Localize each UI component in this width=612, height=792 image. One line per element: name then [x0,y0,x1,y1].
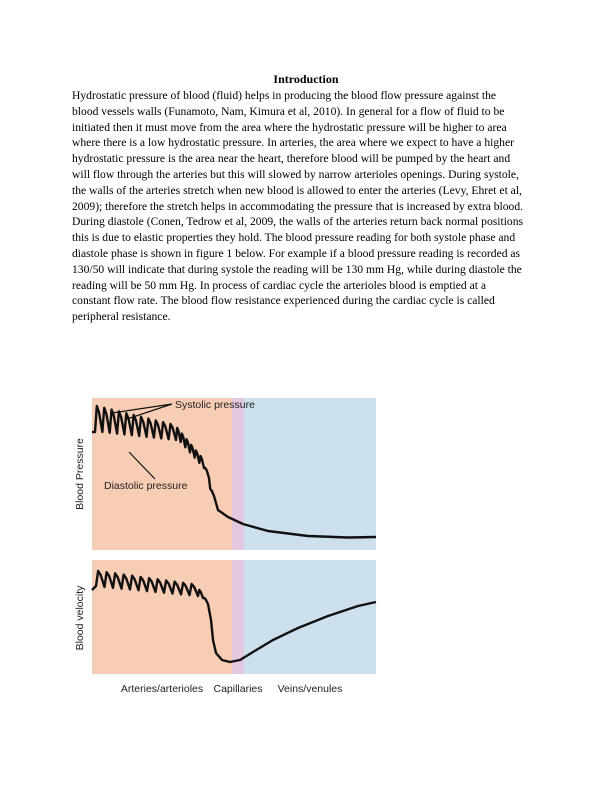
paragraph-line: where there is a low hydrostatic pressure. In arteries, the area where we expect to have a higher [72,136,514,150]
paragraph-line: initiated then it must move from the area where the hydrostatic pressure will be higher to area [72,120,507,134]
paragraph-line: During diastole (Conen, Tedrow et al, 2009, the walls of the arteries return back normal positions [72,215,524,229]
paragraph-line: 2009); therefore the stretch helps in accommodating the pressure that is increased by extra blood. [72,199,524,213]
section-heading: Introduction [273,72,339,86]
paragraph-line: Hydrostatic pressure of blood (fluid) helps in producing the blood flow pressure against the [72,89,497,102]
blood-pressure-velocity-figure [68,390,388,700]
paragraph-line: the walls of the arteries stretch when new blood is allowed to enter the arteries (Levy, Ehret et al, [72,183,522,197]
blood-pressure-axis-label: Blood Pressure [74,438,86,510]
paragraph-line: diastole phase is shown in figure 1 below. For example if a blood pressure reading is recorded as [72,246,521,260]
paragraph-line: hydrostatic pressure is the area near the heart, therefore blood will be pumped by the heart and [72,152,511,166]
paragraph-line: this is due to elastic properties they hold. The blood pressure reading for both systole phase and [72,231,516,245]
paragraph-line: will flow through the arteries but this will slowed by narrow arterioles openings. During systole, [72,167,519,181]
bottom-capillaries-region [232,560,244,674]
paragraph-line: constant flow rate. The blood flow resistance experienced during the cardiac cycle is called [72,294,495,308]
top-arteries-region [92,398,232,550]
bottom-veins-region [244,560,376,674]
paragraph-line: 130/50 will indicate that during systole the reading will be 130 mm Hg, while during diastole the [72,262,522,276]
top-veins-region [244,398,376,550]
systolic-pressure-label: Systolic pressure [175,399,255,411]
veins-venules-label: Veins/venules [277,683,343,695]
diastolic-pressure-label: Diastolic pressure [104,480,188,492]
intro-paragraph [72,88,543,325]
paragraph-line: peripheral resistance. [72,310,171,324]
paragraph-line: blood vessels walls (Funamoto, Nam, Kimura et al, 2010). In general for a flow of fluid to be [72,104,505,118]
top-capillaries-region [232,398,244,550]
paragraph-line: reading will be 50 mm Hg. In process of cardiac cycle the arterioles blood is emptied at a [72,278,487,292]
figure-svg [68,390,388,700]
blood-velocity-axis-label: Blood velocity [74,585,86,651]
capillaries-label: Capillaries [213,683,263,695]
arteries-arterioles-label: Arteries/arterioles [120,683,204,695]
